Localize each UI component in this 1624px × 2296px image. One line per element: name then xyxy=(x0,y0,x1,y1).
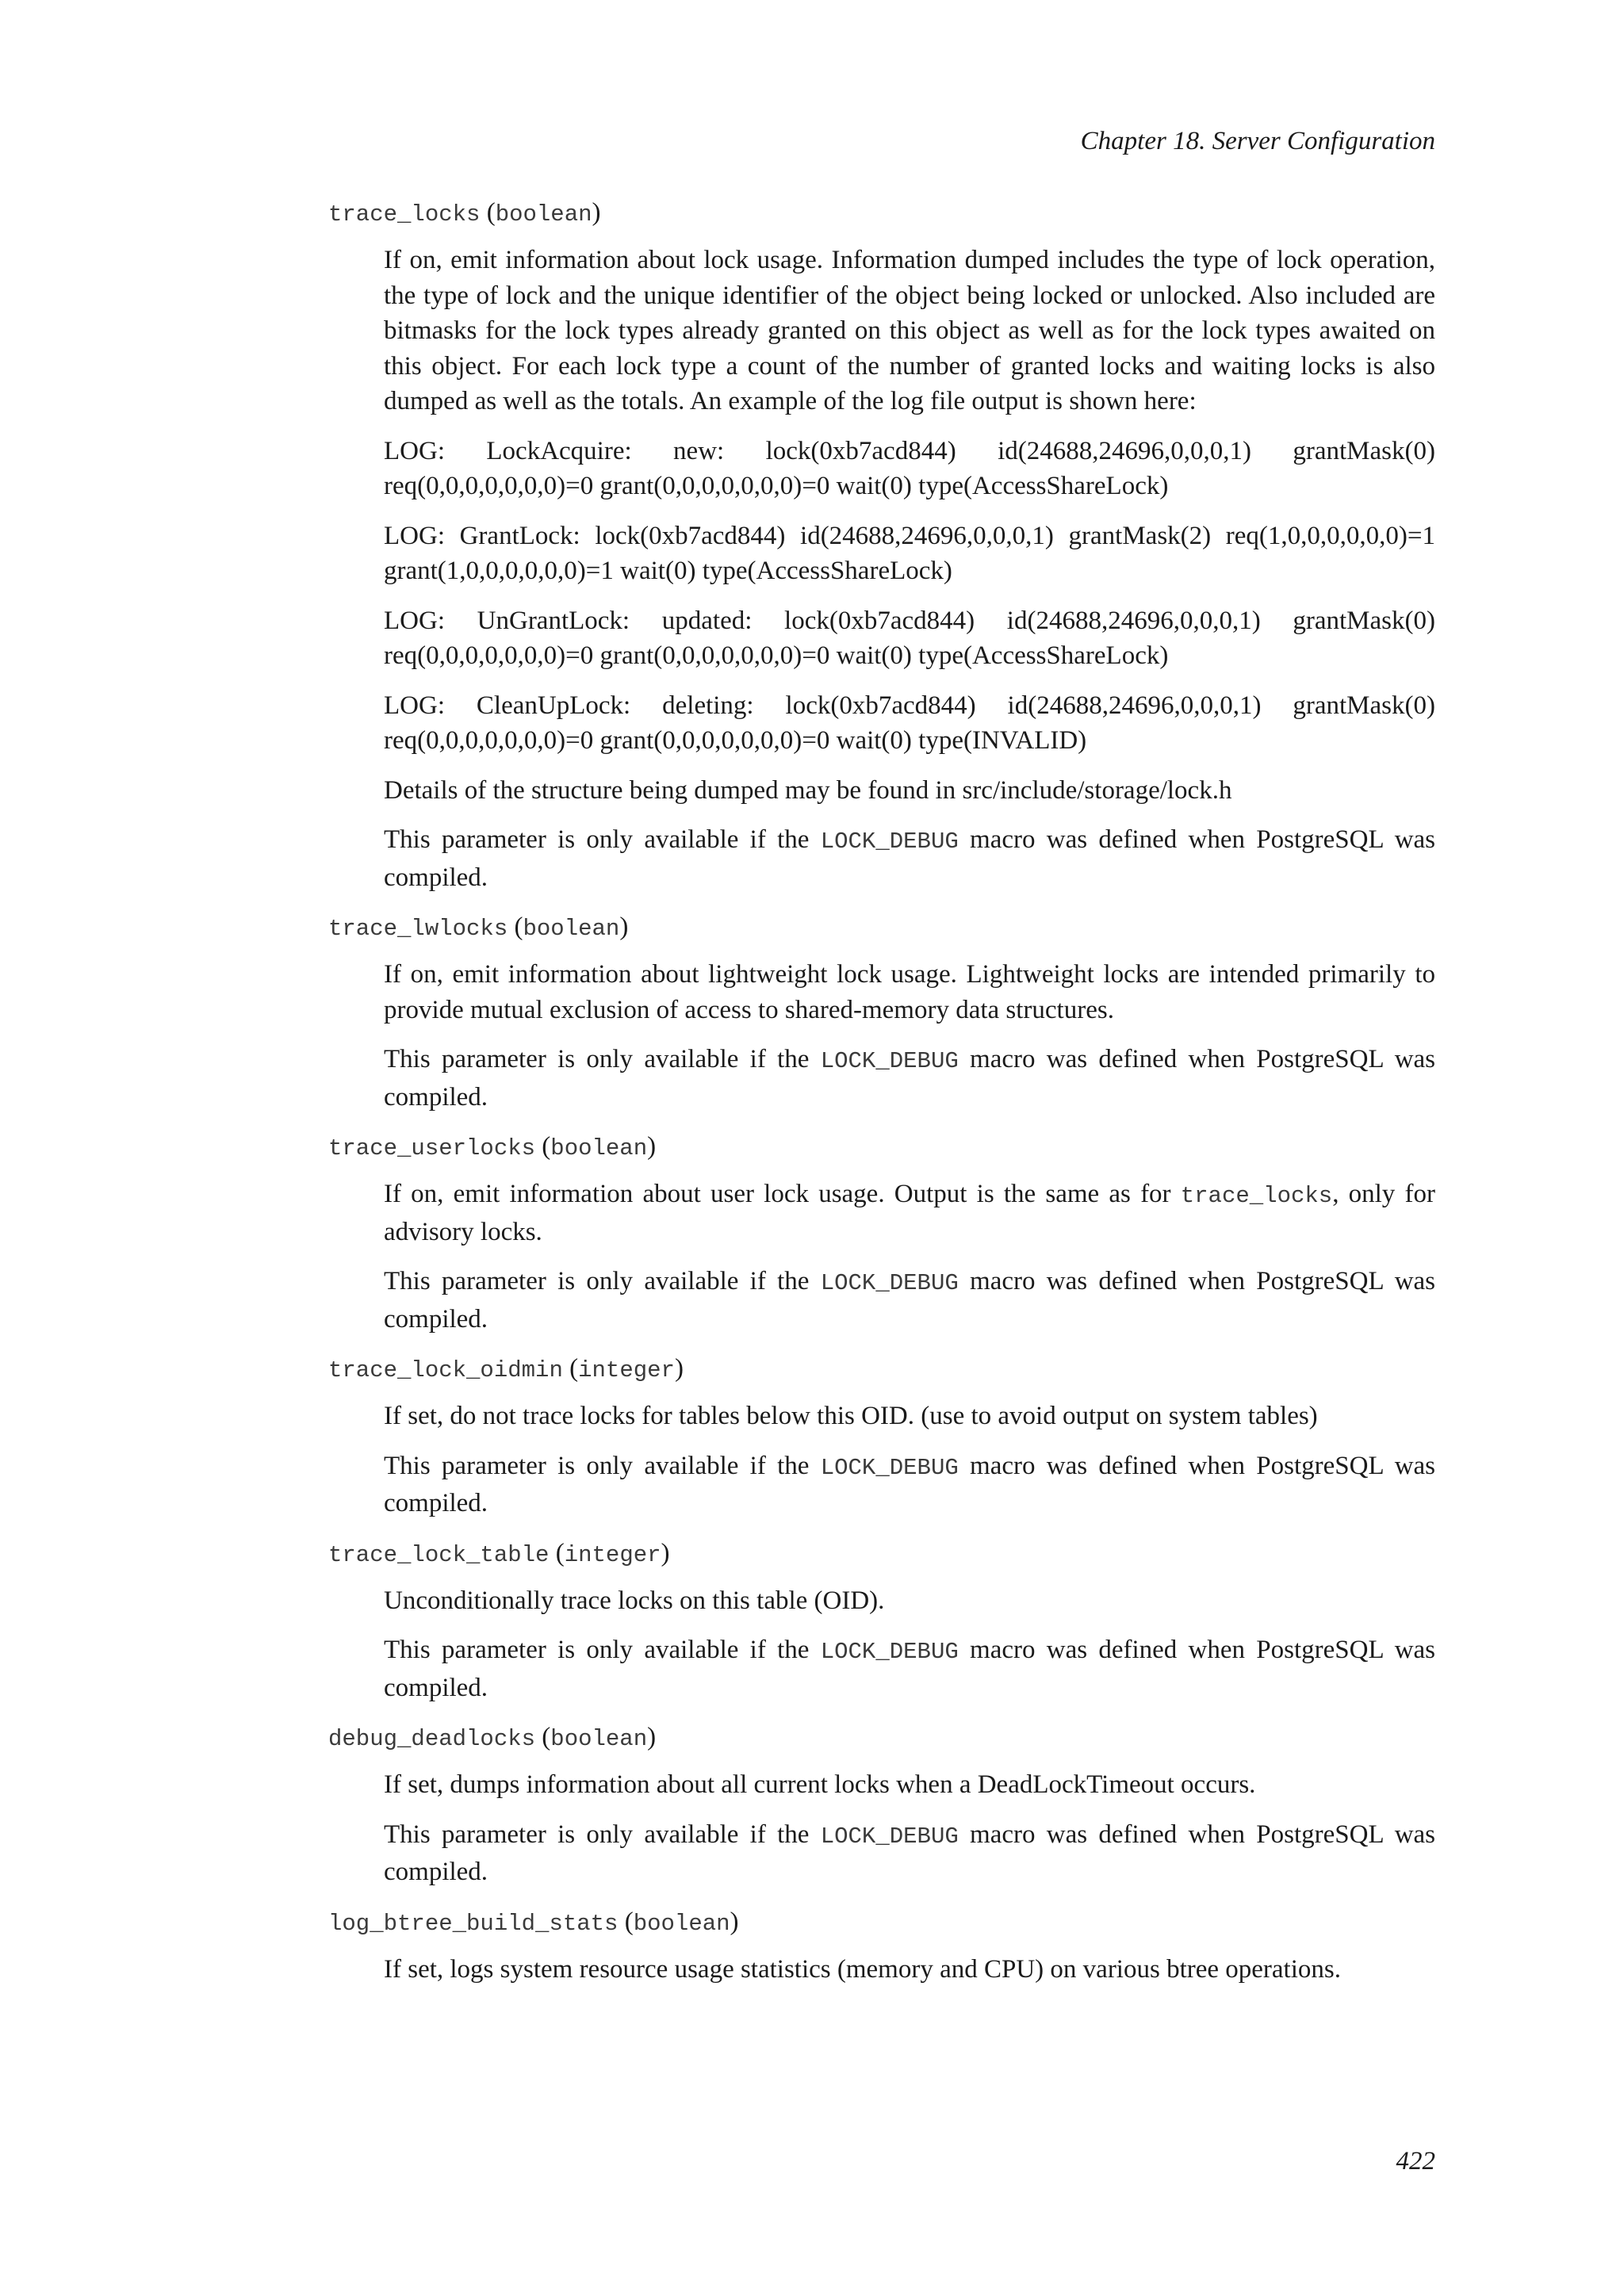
parameter-type: boolean xyxy=(633,1910,730,1937)
parameter-name: debug_deadlocks xyxy=(328,1726,536,1752)
parameter-term: trace_lock_oidmin (integer) xyxy=(328,1354,684,1383)
parameter-term: trace_locks (boolean) xyxy=(328,198,601,228)
parameter-description xyxy=(384,1177,1435,1337)
log-example-line: LOG: CleanUpLock: deleting: lock(0xb7acd844) id(24688,24696,0,0,0,1) grantMask(0) req(0,0,0,0,0,0,0)=0 grant(0,0,0,0,0,0,0)=0 wait(0) type(INVALID) xyxy=(384,691,1435,755)
availability-text: This parameter is only available if the xyxy=(384,1636,810,1664)
macro-name: LOCK_DEBUG xyxy=(820,1048,959,1074)
parameter-entry-trace-userlocks xyxy=(328,1129,1435,1337)
availability-note xyxy=(384,1264,1435,1337)
inline-code: trace_locks xyxy=(1180,1183,1333,1209)
parameter-name: trace_lwlocks xyxy=(328,916,508,942)
description-paragraph: If set, dumps information about all current locks when a DeadLockTimeout occurs. xyxy=(384,1770,1256,1799)
availability-text: macro was defined when PostgreSQL was compiled. xyxy=(384,1636,1436,1702)
parameter-name: trace_locks xyxy=(328,201,481,228)
macro-name: LOCK_DEBUG xyxy=(820,828,959,855)
log-example-line: LOG: LockAcquire: new: lock(0xb7acd844) id(24688,24696,0,0,0,1) grantMask(0) req(0,0,0,0,0,0,0)=0 grant(0,0,0,0,0,0,0)=0 wait(0) type(AccessShareLock) xyxy=(384,436,1435,500)
description-paragraph xyxy=(384,1177,1435,1249)
parameter-description xyxy=(384,1399,1435,1521)
description-paragraph: If set, do not trace locks for tables below this OID. (use to avoid output on system tables) xyxy=(384,1402,1318,1430)
availability-note xyxy=(384,822,1435,895)
macro-name: LOCK_DEBUG xyxy=(820,1823,959,1850)
description-text: If on, emit information about user lock usage. Output is the same as for xyxy=(384,1180,1171,1208)
parameter-type: integer xyxy=(564,1541,661,1568)
parameter-entry-trace-lock-table xyxy=(328,1536,1435,1706)
availability-text: macro was defined when PostgreSQL was compiled. xyxy=(384,1045,1436,1112)
availability-text: This parameter is only available if the xyxy=(384,1451,810,1480)
parameter-name: log_btree_build_stats xyxy=(328,1910,619,1937)
availability-note xyxy=(384,1042,1435,1115)
parameter-description xyxy=(384,243,1435,895)
description-paragraph: Details of the structure being dumped may be found in src/include/storage/lock.h xyxy=(384,775,1232,805)
parameter-description xyxy=(384,957,1435,1115)
availability-note xyxy=(384,1448,1435,1521)
parameter-entry-log-btree-build-stats xyxy=(328,1904,1435,1988)
running-header: Chapter 18. Server Configuration xyxy=(1080,127,1435,155)
availability-text: This parameter is only available if the xyxy=(384,825,810,854)
macro-name: LOCK_DEBUG xyxy=(820,1639,959,1665)
availability-text: This parameter is only available if the xyxy=(384,1267,810,1295)
description-paragraph: Unconditionally trace locks on this table (OID). xyxy=(384,1586,885,1615)
log-example-line: LOG: UnGrantLock: updated: lock(0xb7acd844) id(24688,24696,0,0,0,1) grantMask(0) req(0,0,0,0,0,0,0)=0 grant(0,0,0,0,0,0,0)=0 wait(0) type(AccessShareLock) xyxy=(384,606,1435,670)
availability-text: macro was defined when PostgreSQL was compiled. xyxy=(384,1267,1436,1334)
parameter-description xyxy=(384,1767,1435,1890)
page-number: 422 xyxy=(1396,2147,1435,2175)
availability-text: macro was defined when PostgreSQL was compiled. xyxy=(384,1820,1436,1886)
parameter-type: boolean xyxy=(550,1135,648,1161)
parameter-name: trace_lock_oidmin xyxy=(328,1357,563,1383)
parameter-description xyxy=(384,1583,1435,1706)
parameter-entry-trace-lock-oidmin xyxy=(328,1351,1435,1521)
parameter-term: log_btree_build_stats (boolean) xyxy=(328,1907,739,1937)
parameter-type: boolean xyxy=(495,201,592,228)
availability-note xyxy=(384,1632,1435,1705)
description-paragraph: If set, logs system resource usage statistics (memory and CPU) on various btree operations. xyxy=(384,1954,1341,1984)
description-text: , only for advisory locks. xyxy=(384,1180,1435,1246)
parameter-name: trace_lock_table xyxy=(328,1541,550,1568)
availability-text: This parameter is only available if the xyxy=(384,1045,810,1073)
availability-text: macro was defined when PostgreSQL was compiled. xyxy=(384,825,1436,892)
parameter-type: integer xyxy=(578,1357,675,1383)
page-content xyxy=(328,195,1435,2001)
description-paragraph: If on, emit information about lock usage. Information dumped includes the type of lock operation, the type of lock and the unique identifier of the object being locked or unlocked. Also included are bitmasks for the lock types already granted on this object as well as for the lock types awaited on this object. For each lock type a count of the number of granted locks and waiting locks is also dumped as well as the totals. An example of the log file output is shown here: xyxy=(384,246,1435,415)
parameter-name: trace_userlocks xyxy=(328,1135,536,1161)
parameter-entry-debug-deadlocks xyxy=(328,1720,1435,1890)
parameter-term: debug_deadlocks (boolean) xyxy=(328,1723,657,1752)
macro-name: LOCK_DEBUG xyxy=(820,1454,959,1481)
macro-name: LOCK_DEBUG xyxy=(820,1270,959,1296)
parameter-type: boolean xyxy=(550,1726,648,1752)
parameter-term: trace_lwlocks (boolean) xyxy=(328,913,629,942)
parameter-entry-trace-locks xyxy=(328,195,1435,895)
description-paragraph: If on, emit information about lightweight lock usage. Lightweight locks are intended primarily to provide mutual exclusion of access to shared-memory data structures. xyxy=(384,960,1435,1024)
parameter-term: trace_userlocks (boolean) xyxy=(328,1132,657,1161)
availability-note xyxy=(384,1817,1435,1890)
parameter-entry-trace-lwlocks xyxy=(328,909,1435,1115)
parameter-term: trace_lock_table (integer) xyxy=(328,1538,670,1568)
parameter-type: boolean xyxy=(523,916,620,942)
parameter-description xyxy=(384,1952,1435,1988)
availability-text: This parameter is only available if the xyxy=(384,1820,810,1849)
availability-text: macro was defined when PostgreSQL was compiled. xyxy=(384,1451,1436,1517)
log-example-line: LOG: GrantLock: lock(0xb7acd844) id(24688,24696,0,0,0,1) grantMask(2) req(1,0,0,0,0,0,0)=1 grant(1,0,0,0,0,0,0)=1 wait(0) type(AccessShareLock) xyxy=(384,521,1435,585)
